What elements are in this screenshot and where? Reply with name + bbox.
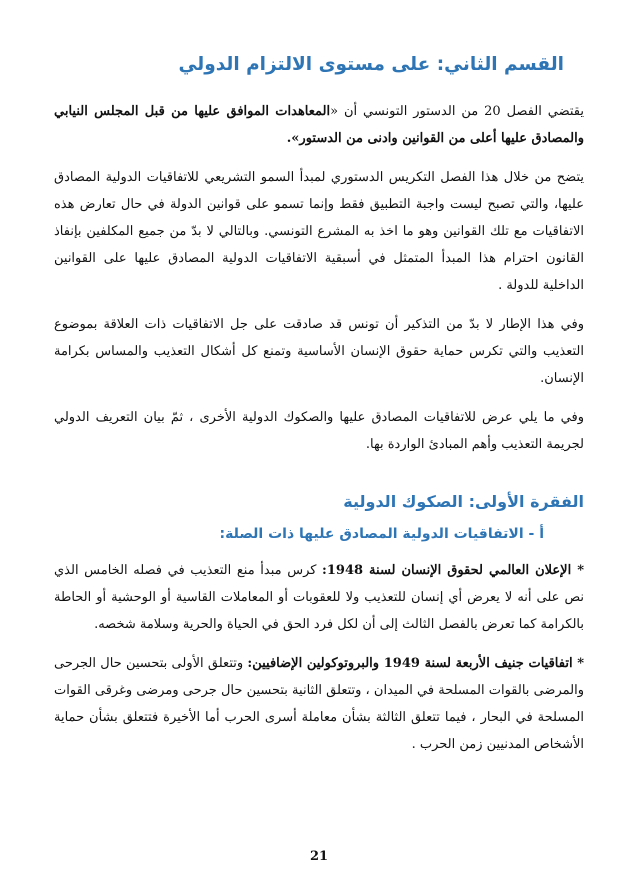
intro-quote: المعاهدات الموافق عليها من قبل المجلس النيابي والمصادق عليها أعلى من القوانين وادنى من الدستور». — [54, 103, 584, 146]
udhr-item-body: كرس مبدأ منع التعذيب في فصله الخامس الذي نص على أنه لا يعرض أي إنسان للتعذيب ولا للعقوبات أو المعاملات القاسية أو الوحشية أو الحاطة بالكرامة كما تعرض بالفصل الثالث إلى أن لكل فرد الحق في الحياة والحرية وسلامة شخصه. — [54, 562, 584, 632]
geneva-item-body: وتتعلق الأولى بتحسين حال الجرحى والمرضى بالقوات المسلحة في الميدان ، وتتعلق الثانية بتحسين حال جرحى ومرضى وغرقى القوات المسلحة في البحار ، فيما تتعلق الثالثة بشأن معاملة أسرى الحرب أما الأخيرة فتتعلق بشأن حماية الأشخاص المدنيين زمن الحرب . — [54, 655, 584, 752]
intro-paragraph — [54, 98, 584, 152]
document-page — [54, 52, 584, 770]
subsection-title: أ - الاتفاقيات الدولية المصادق عليها ذات الصلة: — [219, 525, 544, 542]
page-number: 21 — [309, 849, 329, 864]
overview-paragraph: وفي ما يلي عرض للاتفاقيات المصادق عليها والصكوك الدولية الأخرى ، ثمّ بيان التعريف الدولي لجريمة التعذيب وأهم المبادئ الواردة بها. — [54, 409, 584, 452]
udhr-item-lead: * الإعلان العالمي لحقوق الإنسان لسنة 1948: — [322, 562, 584, 578]
ratification-paragraph: وفي هذا الإطار لا بدّ من التذكير أن تونس قد صادقت على جل الاتفاقيات ذات العلاقة بموضوع التعذيب والتي تكرس حماية حقوق الإنسان الأساسية وتمنع كل أشكال التعذيب والمساس بكرامة الإنسان. — [54, 316, 584, 386]
intro-lead: يقتضي الفصل 20 من الدستور التونسي أن « — [330, 103, 584, 119]
geneva-item-lead: * اتفاقيات جنيف الأربعة لسنة 1949 والبروتوكولين الإضافيين: — [247, 655, 585, 671]
section-title: الفقرة الأولى: الصكوك الدولية — [343, 491, 584, 511]
part-title: القسم الثاني: على مستوى الالتزام الدولي — [178, 54, 564, 75]
geneva-conventions-item — [54, 650, 584, 758]
udhr-item — [54, 557, 584, 638]
constitutional-principle-paragraph: يتضح من خلال هذا الفصل التكريس الدستوري لمبدأ السمو التشريعي للاتفاقيات الدولية المصادق عليها، والتي تصبح ليست واجبة التطبيق فقط وإنما تسمو على قوانين الدولة في حال تعارض هذه الاتفاقيات مع تلك القوانين وهو ما اخذ به المشرع التونسي. وبالتالي لا بدّ من جميع المكلفين بإنفاذ القانون احترام هذا المبدأ المتمثل في أسبقية الاتفاقيات الدولية المصادق عليها على القوانين الداخلية للدولة . — [54, 169, 584, 293]
